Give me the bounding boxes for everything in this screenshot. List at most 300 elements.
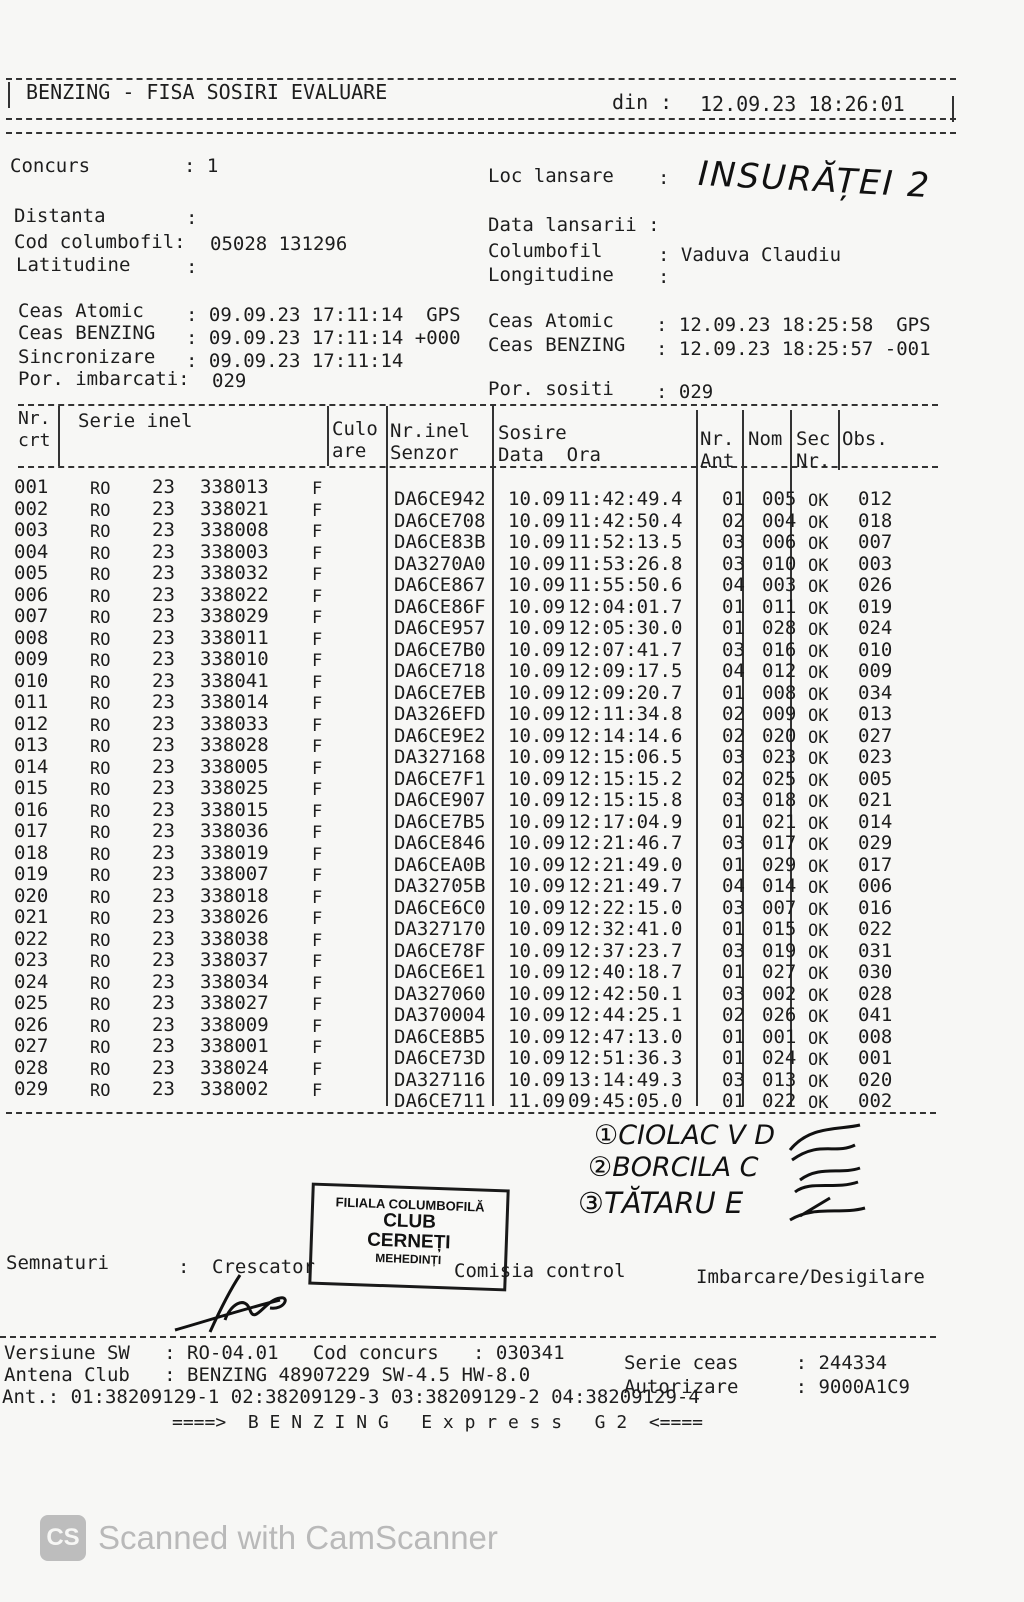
longitudine-label: Longitudine [488,264,614,286]
comisia-signatures-icon [780,1120,870,1230]
row-nr: 025 [14,992,49,1014]
row-date: 11.09 [508,1090,566,1112]
row-obs: 017 [858,853,893,876]
row-sec: OK [808,641,829,662]
th-are: are [332,440,367,462]
columbofil-label: Columbofil [488,240,603,262]
row-nom: 004 [762,509,797,532]
header-bottom-rule [6,132,956,134]
row-antenna: 03 [722,638,745,661]
row-sec: OK [808,942,829,963]
longitudine-value: : [658,266,670,288]
header-mid-rule [6,118,956,120]
row-nr: 003 [14,519,49,541]
row-country: RO [90,543,111,564]
row-time: 12:51:36.3 [568,1047,683,1069]
row-nr: 023 [14,949,49,971]
row-nr: 002 [14,497,49,520]
row-sensor: DA6CE78F [394,939,486,962]
row-antenna: 04 [722,574,745,596]
row-country: RO [90,780,111,800]
row-sex: F [312,715,323,736]
row-country: RO [90,995,111,1015]
concurs-value: : 1 [184,155,219,177]
row-country: RO [90,1081,111,1101]
row-nom: 028 [762,617,797,639]
row-time: 12:40:18.7 [568,961,683,983]
row-ring: 338010 [200,648,269,670]
row-sex: F [312,887,323,908]
row-country: RO [90,866,111,886]
ceas-benzing-left-value: : 09.09.23 17:11:14 +000 [186,327,461,349]
col-line-2 [327,406,329,466]
row-year: 23 [152,1035,175,1057]
row-nr: 008 [14,626,49,649]
row-obs: 013 [858,703,893,725]
th-senzor: Senzor [390,442,459,464]
row-antenna: 03 [722,552,745,575]
row-obs: 028 [858,982,893,1005]
row-time: 12:37:23.7 [568,939,683,962]
row-antenna: 01 [722,961,745,983]
row-country: RO [90,479,111,499]
ceas-benzing-left-label: Ceas BENZING [18,322,156,344]
row-sec: OK [808,491,829,511]
row-year: 23 [152,949,175,971]
row-nom: 005 [762,488,797,510]
row-ring: 338013 [200,476,269,498]
row-sex: F [312,1081,323,1101]
row-sensor: DA6CE7B0 [394,638,486,661]
row-obs: 010 [858,638,893,661]
row-antenna: 01 [722,1047,745,1069]
row-sex: F [312,672,323,693]
row-nr: 022 [14,927,49,950]
row-sex: F [312,1038,323,1058]
ceas-atomic-left-label: Ceas Atomic [18,300,144,322]
row-antenna: 02 [722,1004,745,1026]
th-culo: Culo [332,418,378,440]
th-nr-ant-1: Nr. [700,428,735,450]
row-date: 10.09 [508,982,566,1005]
row-sex: F [312,608,323,628]
row-antenna: 01 [722,810,745,833]
th-nr-ant-2: Ant [700,450,735,472]
row-country: RO [90,801,111,822]
row-year: 23 [152,712,175,735]
row-obs: 029 [858,832,893,854]
stamp-line-3: CERNEȚI [366,1229,451,1254]
columbofil-value: : Vaduva Claudiu [658,244,842,266]
row-sensor: DA3270A0 [394,552,486,575]
row-nr: 011 [14,691,49,713]
row-sensor: DA6CE86F [394,595,486,618]
row-sec: OK [808,1071,829,1092]
row-nom: 023 [762,746,797,768]
row-sensor: DA327170 [394,918,486,940]
row-ring: 338038 [200,927,269,950]
ceas-benzing-right-value: : 12.09.23 18:25:57 -001 [656,338,931,360]
row-nr: 017 [14,820,49,842]
row-nom: 001 [762,1025,797,1048]
row-sec: OK [808,964,829,984]
row-sex: F [312,543,323,564]
row-obs: 031 [858,939,893,962]
row-nr: 005 [14,562,49,584]
row-antenna: 04 [722,875,745,897]
row-ring: 338025 [200,777,269,799]
row-nom: 008 [762,681,797,704]
row-year: 23 [152,562,175,584]
row-ring: 338008 [200,519,269,541]
row-time: 13:14:49.3 [568,1068,683,1091]
por-sositi-label: Por. sositi [488,378,614,400]
row-antenna: 03 [722,1068,745,1091]
row-time: 12:14:14.6 [568,724,683,747]
row-ring: 338034 [200,970,269,993]
row-time: 11:42:50.4 [568,509,683,532]
stamp-line-1: FILIALA COLUMBOFILĂ [335,1194,485,1215]
footer-line-2a: Antena Club : BENZING 48907229 SW-4.5 HW-8.0 [4,1364,531,1386]
row-year: 23 [152,884,175,907]
row-date: 10.09 [508,617,566,639]
row-nom: 021 [762,810,797,833]
row-year: 23 [152,1013,175,1036]
row-nr: 028 [14,1056,49,1079]
row-sec: OK [808,921,829,941]
stamp-line-2: CLUB [382,1210,437,1233]
row-year: 23 [152,648,175,670]
row-sex: F [312,780,323,800]
row-year: 23 [152,777,175,799]
row-sec: OK [808,792,829,812]
loc-colon: : [658,167,670,189]
row-time: 12:21:49.7 [568,875,683,897]
table-row [0,1078,1024,1113]
semnaturi-colon: : [178,1256,190,1278]
row-sensor: DA32705B [394,875,486,897]
row-sex: F [312,844,323,865]
row-sec: OK [808,878,829,898]
row-sensor: DA6CE6E1 [394,961,486,983]
row-nom: 027 [762,961,797,983]
row-sensor: DA6CE907 [394,789,486,811]
row-sec: OK [808,512,829,533]
row-sensor: DA6CE7EB [394,681,486,704]
comisia-name-3: ③TĂTARU E [578,1186,744,1220]
row-country: RO [90,522,111,542]
row-obs: 018 [858,509,893,532]
row-country: RO [90,823,111,843]
row-year: 23 [152,1056,175,1079]
row-nom: 014 [762,875,797,897]
row-date: 10.09 [508,574,566,596]
row-sex: F [312,565,323,585]
row-year: 23 [152,626,175,649]
distanta-value: : [186,207,198,229]
row-sex: F [312,737,323,757]
ceas-atomic-left-value: : 09.09.23 17:11:14 GPS [186,304,461,326]
row-sensor: DA6CE718 [394,660,486,682]
row-sensor: DA6CE83B [394,531,486,553]
col-line-1 [58,406,60,466]
row-date: 10.09 [508,638,566,661]
row-year: 23 [152,863,175,885]
row-year: 23 [152,841,175,864]
row-sec: OK [808,813,829,834]
row-sec: OK [808,534,829,554]
row-antenna: 02 [722,724,745,747]
row-nom: 003 [762,574,797,596]
row-time: 12:11:34.8 [568,703,683,725]
row-year: 23 [152,540,175,563]
row-sex: F [312,651,323,671]
row-sex: F [312,866,323,886]
row-nom: 024 [762,1047,797,1069]
row-sec: OK [808,1007,829,1027]
row-sec: OK [808,706,829,726]
row-antenna: 02 [722,703,745,725]
loc-label: Loc lansare [488,165,614,187]
th-serie: Serie inel [78,410,193,432]
table-bottom-rule [6,1112,936,1114]
row-date: 10.09 [508,488,566,510]
row-obs: 012 [858,488,893,510]
row-sec: OK [808,577,829,597]
row-year: 23 [152,476,175,498]
th-crt: crt [18,430,51,451]
row-sec: OK [808,684,829,705]
row-ring: 338014 [200,691,269,713]
col-line-8 [838,410,840,470]
row-nr: 014 [14,755,49,778]
row-country: RO [90,651,111,671]
row-nom: 015 [762,918,797,940]
row-antenna: 01 [722,1025,745,1048]
sheet-title: BENZING - FISA SOSIRI EVALUARE [26,80,388,104]
row-antenna: 01 [722,488,745,510]
row-nr: 020 [14,884,49,907]
row-nr: 016 [14,798,49,821]
row-sensor: DA6CE846 [394,832,486,854]
row-nom: 002 [762,982,797,1005]
row-sec: OK [808,620,829,640]
row-sensor: DA326EFD [394,703,486,725]
row-sec: OK [808,899,829,920]
row-year: 23 [152,519,175,541]
row-year: 23 [152,970,175,993]
row-obs: 030 [858,961,893,983]
row-nom: 006 [762,531,797,553]
row-sex: F [312,586,323,607]
row-country: RO [90,694,111,714]
row-sensor: DA6CE942 [394,488,486,510]
row-sensor: DA327060 [394,982,486,1005]
row-year: 23 [152,820,175,842]
data-lansarii-label: Data lansarii : [488,214,660,236]
row-ring: 338001 [200,1035,269,1057]
comisia-name-1: ①CIOLAC V D [594,1120,776,1151]
row-ring: 338026 [200,906,269,928]
row-time: 11:52:13.5 [568,531,683,553]
row-date: 10.09 [508,918,566,940]
row-nr: 015 [14,777,49,799]
row-sensor: DA370004 [394,1004,486,1026]
row-country: RO [90,930,111,951]
th-sec-nr: Nr. [796,450,831,472]
imbarcare-label: Imbarcare/Desigilare [696,1266,925,1288]
row-time: 12:32:41.0 [568,918,683,940]
row-ring: 338021 [200,497,269,520]
row-sec: OK [808,856,829,877]
row-date: 10.09 [508,746,566,768]
ceas-benzing-right-label: Ceas BENZING [488,334,626,356]
row-antenna: 03 [722,789,745,811]
row-obs: 041 [858,1004,893,1026]
row-country: RO [90,1059,111,1080]
row-ring: 338003 [200,540,269,563]
row-ring: 338009 [200,1013,269,1036]
por-imbarcati-value: 029 [212,370,247,392]
row-year: 23 [152,992,175,1014]
th-nr: Nr. [18,408,51,429]
row-obs: 026 [858,574,893,596]
th-sosire: Sosire [498,422,567,444]
row-antenna: 01 [722,595,745,618]
row-sex: F [312,930,323,951]
concurs-label: Concurs [10,155,91,177]
row-date: 10.09 [508,509,566,532]
ceas-atomic-right-value: : 12.09.23 18:25:58 GPS [656,314,931,336]
row-country: RO [90,608,111,628]
crescator-label: Crescator [212,1256,315,1278]
row-sensor: DA6CE711 [394,1090,486,1112]
footer-rule [0,1336,936,1338]
row-sex: F [312,694,323,714]
row-nom: 019 [762,939,797,962]
row-date: 10.09 [508,1047,566,1069]
row-sensor: DA6CE7B5 [394,810,486,833]
sincronizare-value: : 09.09.23 17:11:14 [186,350,404,372]
row-obs: 001 [858,1047,893,1069]
row-time: 12:21:49.0 [568,853,683,876]
row-obs: 027 [858,724,893,747]
row-ring: 338028 [200,734,269,756]
row-ring: 338002 [200,1078,269,1100]
din-label: din : [612,90,673,114]
header-left-bar [8,82,10,108]
row-ring: 338024 [200,1056,269,1079]
row-nom: 020 [762,724,797,747]
row-country: RO [90,629,111,650]
lat-value: : [186,256,198,278]
row-sec: OK [808,1050,829,1070]
row-date: 10.09 [508,875,566,897]
row-ring: 338011 [200,626,269,649]
row-time: 11:42:49.4 [568,488,683,510]
row-sex: F [312,1059,323,1080]
row-nr: 029 [14,1078,49,1100]
row-year: 23 [152,691,175,713]
row-date: 10.09 [508,703,566,725]
row-date: 10.09 [508,853,566,876]
table-top-rule [18,404,938,406]
footer-line-1b: Serie ceas : 244334 [624,1352,888,1374]
row-ring: 338022 [200,583,269,606]
row-year: 23 [152,583,175,606]
row-time: 12:21:46.7 [568,832,683,854]
row-ring: 338018 [200,884,269,907]
row-country: RO [90,586,111,607]
row-ring: 338033 [200,712,269,735]
row-date: 10.09 [508,939,566,962]
row-sex: F [312,758,323,779]
row-nr: 013 [14,734,49,756]
row-country: RO [90,1016,111,1037]
row-sensor: DA6CEA0B [394,853,486,876]
row-sensor: DA6CE8B5 [394,1025,486,1048]
row-obs: 005 [858,767,893,790]
row-country: RO [90,1038,111,1058]
cod-value: 05028 131296 [210,233,348,255]
row-time: 09:45:05.0 [568,1090,683,1112]
row-country: RO [90,887,111,908]
row-antenna: 01 [722,918,745,940]
row-antenna: 03 [722,531,745,553]
row-country: RO [90,737,111,757]
row-sex: F [312,823,323,843]
th-nrinel: Nr.inel [390,420,471,442]
row-ring: 338015 [200,798,269,821]
row-date: 10.09 [508,789,566,811]
row-nr: 009 [14,648,49,670]
row-sensor: DA6CE957 [394,617,486,639]
row-nom: 022 [762,1090,797,1112]
row-antenna: 01 [722,617,745,639]
row-ring: 338041 [200,669,269,692]
row-nr: 010 [14,669,49,692]
row-nom: 025 [762,767,797,790]
row-date: 10.09 [508,810,566,833]
row-date: 10.09 [508,724,566,747]
row-nom: 010 [762,552,797,575]
row-nr: 006 [14,583,49,606]
footer-line-1a: Versiune SW : RO-04.01 Cod concurs : 030341 [4,1342,565,1364]
row-country: RO [90,758,111,779]
footer-line-2b: Autorizare : 9000A1C9 [624,1376,910,1398]
row-date: 10.09 [508,660,566,682]
row-country: RO [90,909,111,929]
row-time: 12:15:15.2 [568,767,683,790]
row-date: 10.09 [508,961,566,983]
din-value: 12.09.23 18:26:01 [700,92,905,116]
row-year: 23 [152,1078,175,1100]
row-sensor: DA6CE708 [394,509,486,532]
row-time: 12:07:41.7 [568,638,683,661]
row-antenna: 02 [722,767,745,790]
row-sensor: DA6CE9E2 [394,724,486,747]
row-nr: 024 [14,970,49,993]
row-nr: 021 [14,906,49,928]
row-ring: 338007 [200,863,269,885]
row-antenna: 03 [722,982,745,1005]
row-year: 23 [152,497,175,520]
th-nom: Nom [748,428,783,450]
row-sex: F [312,1016,323,1037]
row-date: 10.09 [508,531,566,553]
row-country: RO [90,715,111,736]
row-time: 12:04:01.7 [568,595,683,618]
